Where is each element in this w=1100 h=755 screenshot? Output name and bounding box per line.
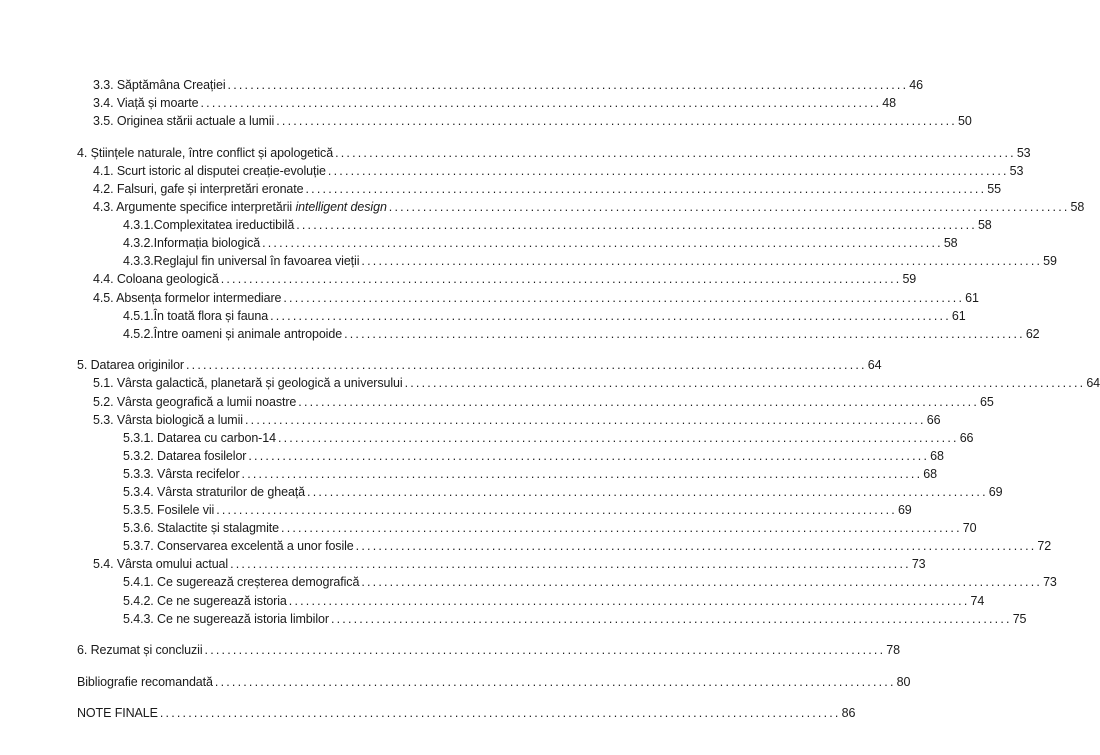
toc-entry xyxy=(77,447,944,465)
toc-entry-title-text: 5.1. Vârsta galactică, planetară și geologică a universului xyxy=(93,376,403,391)
toc-entry-title-text: 4.2. Falsuri, gafe și interpretări eronate xyxy=(93,181,304,196)
toc-page-number: 58 xyxy=(977,218,992,233)
toc-entry xyxy=(77,592,985,610)
toc-entry xyxy=(77,289,979,307)
toc-entry-title-text: 5.2. Vârsta geografică a lumii noastre xyxy=(93,394,297,409)
toc-entry xyxy=(77,429,974,447)
toc-page-number: 80 xyxy=(896,674,911,689)
toc-entry xyxy=(77,465,937,483)
dot-leader: ........................................................................................................................ xyxy=(230,557,911,572)
toc-entry-title-text: 6. Rezumat și concluzii xyxy=(77,643,203,658)
dot-leader: ........................................................................................................................ xyxy=(270,308,951,323)
toc-entry-title-text: 4.4. Coloana geologică xyxy=(93,272,219,287)
toc-entry-title xyxy=(77,673,213,691)
toc-page-number: 70 xyxy=(962,521,977,536)
toc-entry-title-text: 4. Științele naturale, între conflict și apologetică xyxy=(77,145,334,160)
dot-leader: ........................................................................................................................ xyxy=(307,484,988,499)
toc-entry-title xyxy=(123,216,294,234)
dot-leader: ........................................................................................................................ xyxy=(327,163,1009,178)
toc-entry-title-text: 5.3.2. Datarea fosilelor xyxy=(123,448,247,463)
toc-page-number: 62 xyxy=(1025,326,1040,341)
toc-page-number: 59 xyxy=(902,272,917,287)
toc-page-number: 68 xyxy=(930,448,944,463)
dot-leader: ........................................................................................................................ xyxy=(330,611,1012,626)
toc-page-number: 61 xyxy=(951,308,966,323)
toc-entry xyxy=(77,94,896,112)
toc-entry-title-text: 3.4. Viață și moarte xyxy=(93,96,199,111)
table-of-contents xyxy=(77,76,1100,723)
toc-page-number: 61 xyxy=(965,290,979,305)
toc-entry-title xyxy=(93,180,304,198)
dot-leader: ........................................................................................................................ xyxy=(305,181,987,196)
dot-leader: ........................................................................................................................ xyxy=(185,358,867,373)
dot-leader: ........................................................................................................................ xyxy=(361,254,1043,269)
toc-entry xyxy=(77,374,1100,392)
toc-entry-title xyxy=(123,610,329,628)
toc-entry-title xyxy=(123,465,240,483)
toc-entry-title-text: 5.4.1. Ce sugerează creșterea demografică xyxy=(123,575,360,590)
toc-entry-title-text: 4.1. Scurt istoric al disputei creație-evoluție xyxy=(93,163,326,178)
toc-entry xyxy=(77,519,977,537)
dot-leader: ........................................................................................................................ xyxy=(288,593,970,608)
toc-page-number: 74 xyxy=(970,593,985,608)
toc-entry-title xyxy=(123,307,268,325)
toc-entry-title-text: 3.3. Săptămâna Creației xyxy=(93,78,226,92)
toc-entry-title-text: 4.3.3.Reglajul fin universal în favoarea vieții xyxy=(123,254,360,269)
dot-leader: ........................................................................................................................ xyxy=(276,114,957,129)
toc-entry-title xyxy=(93,162,326,180)
toc-page-number: 73 xyxy=(1043,575,1057,590)
toc-page-number: 64 xyxy=(867,358,882,373)
toc-page-number: 75 xyxy=(1012,611,1027,626)
toc-entry-title-text: 5.3.1. Datarea cu carbon-14 xyxy=(123,430,276,445)
dot-leader: ........................................................................................................................ xyxy=(248,448,930,463)
toc-entry xyxy=(77,673,911,691)
toc-entry-title xyxy=(123,234,260,252)
dot-leader: ........................................................................................................................ xyxy=(388,200,1070,215)
toc-entry xyxy=(77,216,992,234)
toc-entry-title xyxy=(77,144,333,162)
toc-entry-title xyxy=(93,555,228,573)
toc-entry-title xyxy=(93,112,274,130)
toc-entry-title xyxy=(93,76,226,94)
toc-entry-title xyxy=(93,393,296,411)
toc-page-number: 48 xyxy=(882,96,896,111)
toc-entry-title-text: 5.3.3. Vârsta recifelor xyxy=(123,466,240,481)
dot-leader: ........................................................................................................................ xyxy=(241,466,923,481)
toc-entry xyxy=(77,573,1057,591)
dot-leader: ........................................................................................................................ xyxy=(283,290,965,305)
toc-entry-title xyxy=(77,704,158,722)
dot-leader: ........................................................................................................................ xyxy=(277,430,959,445)
toc-entry-title-text: 3.5. Originea stării actuale a lumii xyxy=(93,114,275,129)
toc-entry-title-text: 4.5.1.În toată flora și fauna xyxy=(123,308,269,323)
toc-entry xyxy=(77,180,1001,198)
toc-entry-title xyxy=(123,252,359,270)
toc-entry-title xyxy=(93,270,219,288)
toc-entry-title xyxy=(93,94,198,112)
toc-entry-title-text: 5.4.2. Ce ne sugerează istoria xyxy=(123,593,287,608)
toc-entry-title-text: Bibliografie recomandată xyxy=(77,674,213,689)
toc-entry xyxy=(77,641,900,659)
dot-leader: ........................................................................................................................ xyxy=(262,236,943,251)
toc-entry xyxy=(77,411,941,429)
toc-page-number: 69 xyxy=(988,484,1003,499)
toc-entry-title xyxy=(93,374,403,392)
dot-leader: ........................................................................................................................ xyxy=(204,643,886,658)
dot-leader: ........................................................................................................................ xyxy=(216,503,897,518)
toc-entry-title xyxy=(123,519,279,537)
toc-entry-title-text: 5. Datarea originilor xyxy=(77,358,184,373)
dot-leader: ........................................................................................................................ xyxy=(220,272,902,287)
toc-entry xyxy=(77,270,917,288)
toc-page-number: 59 xyxy=(1043,254,1057,269)
toc-entry xyxy=(77,252,1057,270)
toc-page-number: 78 xyxy=(886,643,900,658)
toc-page-number: 68 xyxy=(923,466,937,481)
toc-page-number: 46 xyxy=(909,78,923,92)
toc-page-number: 66 xyxy=(959,430,974,445)
toc-entry xyxy=(77,76,923,94)
toc-entry xyxy=(77,112,972,130)
toc-entry-title-text: 5.4.3. Ce ne sugerează istoria limbilor xyxy=(123,611,329,626)
dot-leader: ........................................................................................................................ xyxy=(344,326,1025,341)
toc-entry xyxy=(77,501,912,519)
toc-entry xyxy=(77,356,882,374)
toc-entry-title xyxy=(123,537,354,555)
toc-entry xyxy=(77,393,994,411)
toc-page-number: 53 xyxy=(1016,145,1031,160)
toc-entry-title xyxy=(123,592,287,610)
toc-entry xyxy=(77,234,958,252)
toc-entry-title xyxy=(93,411,243,429)
dot-leader: ........................................................................................................................ xyxy=(298,394,980,409)
toc-entry-title xyxy=(93,289,281,307)
toc-entry-title-italic: intelligent design xyxy=(295,200,387,215)
toc-entry-title xyxy=(123,429,276,447)
toc-page-number: 58 xyxy=(943,236,958,251)
dot-leader: ........................................................................................................................ xyxy=(159,706,841,721)
toc-entry-title-text: 5.3.6. Stalactite și stalagmite xyxy=(123,521,280,536)
toc-entry-title xyxy=(77,641,203,659)
toc-entry-title xyxy=(77,356,184,374)
toc-entry-title-text: 4.3.2.Informația biologică xyxy=(123,236,261,251)
toc-page-number: 65 xyxy=(980,394,994,409)
toc-entry xyxy=(77,144,1031,162)
toc-entry-title-text: 5.3.5. Fosilele vii xyxy=(123,503,215,518)
toc-entry xyxy=(77,610,1027,628)
dot-leader: ........................................................................................................................ xyxy=(355,539,1037,554)
toc-entry-title xyxy=(123,447,246,465)
dot-leader: ........................................................................................................................ xyxy=(361,575,1043,590)
toc-page-number: 50 xyxy=(957,114,972,129)
toc-entry xyxy=(77,555,926,573)
toc-entry-title-text: 4.3.1.Complexitatea ireductibilă xyxy=(123,218,295,233)
toc-page-number: 55 xyxy=(987,181,1001,196)
toc-entry xyxy=(77,307,966,325)
dot-leader: ........................................................................................................................ xyxy=(335,145,1016,160)
toc-entry-title-text: 4.5.2.Între oameni și animale antropoide xyxy=(123,326,343,341)
toc-entry-title xyxy=(93,198,387,216)
dot-leader: ........................................................................................................................ xyxy=(404,376,1086,391)
toc-entry xyxy=(77,198,1085,216)
toc-entry-title xyxy=(123,325,342,343)
dot-leader: ........................................................................................................................ xyxy=(281,521,962,536)
toc-entry-title-text: 4.5. Absența formelor intermediare xyxy=(93,290,282,305)
dot-leader: ........................................................................................................................ xyxy=(227,78,909,92)
toc-page-number: 64 xyxy=(1086,376,1100,391)
toc-page-number: 58 xyxy=(1070,200,1085,215)
toc-page-number: 73 xyxy=(911,557,926,572)
toc-entry xyxy=(77,483,1003,501)
toc-entry-title-text: 4.3. Argumente specifice interpretării xyxy=(93,200,296,215)
toc-entry xyxy=(77,704,856,722)
toc-entry xyxy=(77,537,1052,555)
dot-leader: ........................................................................................................................ xyxy=(214,674,896,689)
toc-page-number: 72 xyxy=(1037,539,1052,554)
toc-entry-title-text: 5.4. Vârsta omului actual xyxy=(93,557,229,572)
toc-entry-title-text: 5.3.7. Conservarea excelentă a unor fosile xyxy=(123,539,354,554)
dot-leader: ........................................................................................................................ xyxy=(244,412,926,427)
toc-entry-title-text: 5.3.4. Vârsta straturilor de gheață xyxy=(123,484,306,499)
toc-entry xyxy=(77,162,1024,180)
toc-page-number: 86 xyxy=(841,706,856,721)
toc-entry xyxy=(77,325,1040,343)
toc-entry-title xyxy=(123,483,305,501)
toc-entry-title xyxy=(123,501,214,519)
dot-leader: ........................................................................................................................ xyxy=(200,96,882,111)
toc-entry-title-text: 5.3. Vârsta biologică a lumii xyxy=(93,412,243,427)
toc-page-number: 69 xyxy=(897,503,912,518)
dot-leader: ........................................................................................................................ xyxy=(296,218,977,233)
toc-page-number: 53 xyxy=(1009,163,1024,178)
toc-entry-title-text: NOTE FINALE xyxy=(77,706,158,721)
toc-page-number: 66 xyxy=(926,412,941,427)
toc-entry-title xyxy=(123,573,359,591)
